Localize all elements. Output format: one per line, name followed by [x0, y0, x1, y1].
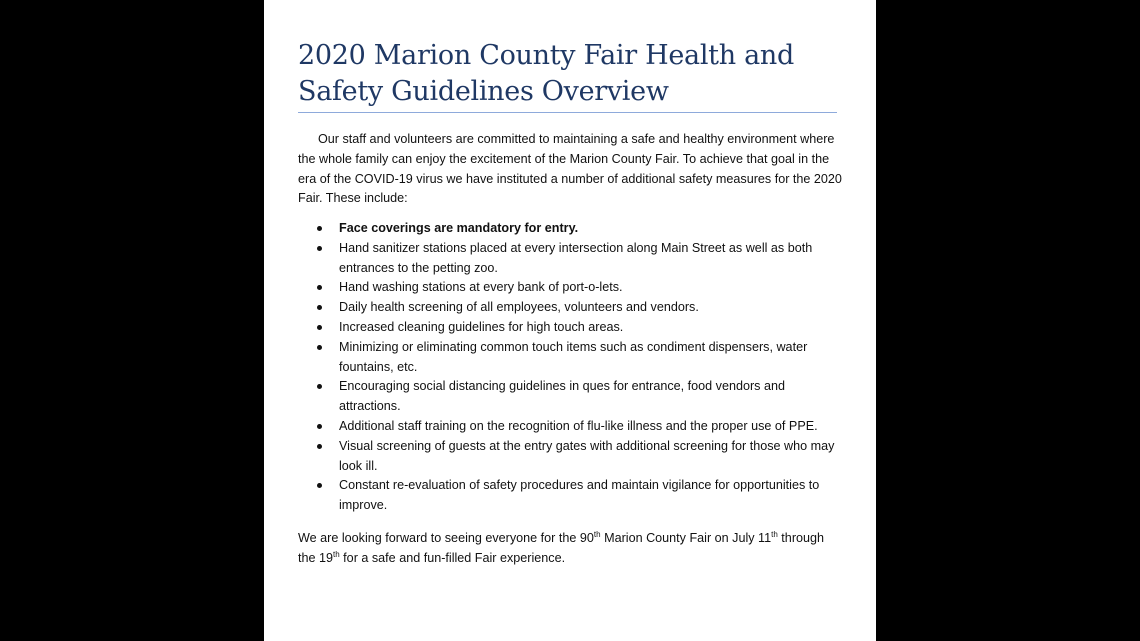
- list-item: [298, 278, 843, 298]
- closing-text-part: We are looking forward to seeing everyone for the 90: [298, 531, 594, 545]
- list-item-text: Hand sanitizer stations placed at every intersection along Main Street as well as both entrances to the petting zoo.: [339, 240, 813, 275]
- bullet-icon: [317, 325, 322, 330]
- list-item-text: Face coverings are mandatory for entry.: [339, 221, 579, 235]
- ordinal-suffix: th: [333, 549, 340, 559]
- bullet-icon: [317, 424, 322, 429]
- list-item: [298, 437, 843, 477]
- list-item: [298, 239, 843, 279]
- list-item: [298, 338, 843, 378]
- list-item-text: Constant re-evaluation of safety procedures and maintain vigilance for opportunities to improve.: [339, 478, 820, 513]
- list-item: [298, 377, 843, 417]
- closing-text-part: Marion County Fair on July 11: [600, 531, 772, 545]
- list-item-text: Increased cleaning guidelines for high touch areas.: [339, 319, 624, 334]
- document-title: 2020 Marion County Fair Health and Safety Guidelines Overview: [298, 40, 794, 107]
- ordinal-suffix: th: [771, 530, 778, 539]
- list-item-text: Minimizing or eliminating common touch items such as condiment dispensers, water fountains, etc.: [339, 339, 808, 374]
- closing-paragraph: [298, 529, 843, 569]
- safety-measures-list: [298, 219, 843, 516]
- bullet-icon: [317, 444, 322, 449]
- bullet-icon: [317, 345, 322, 350]
- list-item: [298, 318, 843, 338]
- bullet-icon: [317, 305, 322, 310]
- bullet-icon: [317, 384, 322, 389]
- intro-paragraph: Our staff and volunteers are committed to maintaining a safe and healthy environment where the whole family can enjoy the excitement of the Marion County Fair. To achieve that goal in the era of the COVID-19 virus we have instituted a number of additional safety measures for the 2020 Fair. These include:: [298, 132, 842, 206]
- closing-text-part: for a safe and fun-filled Fair experience.: [339, 550, 566, 565]
- title-divider: [298, 112, 837, 113]
- closing-text-part: through the 19: [298, 531, 825, 565]
- list-item-text: Additional staff training on the recognition of flu-like illness and the proper use of PPE.: [339, 418, 818, 433]
- list-item: [298, 476, 843, 516]
- bullet-icon: [317, 226, 322, 231]
- bullet-icon: [317, 246, 322, 251]
- bullet-icon: [317, 285, 322, 290]
- document-page: [264, 0, 876, 641]
- list-item-text: Daily health screening of all employees, volunteers and vendors.: [339, 300, 699, 315]
- bullet-icon: [317, 483, 322, 488]
- list-item: [298, 219, 843, 239]
- ordinal-suffix: th: [593, 530, 601, 539]
- list-item-text: Encouraging social distancing guidelines in ques for entrance, food vendors and attractions.: [339, 379, 785, 414]
- list-item-text: Visual screening of guests at the entry gates with additional screening for those who may look ill.: [339, 438, 835, 473]
- list-item-text: Hand washing stations at every bank of port-o-lets.: [339, 280, 623, 295]
- list-item: [298, 417, 843, 437]
- list-item: [298, 298, 843, 318]
